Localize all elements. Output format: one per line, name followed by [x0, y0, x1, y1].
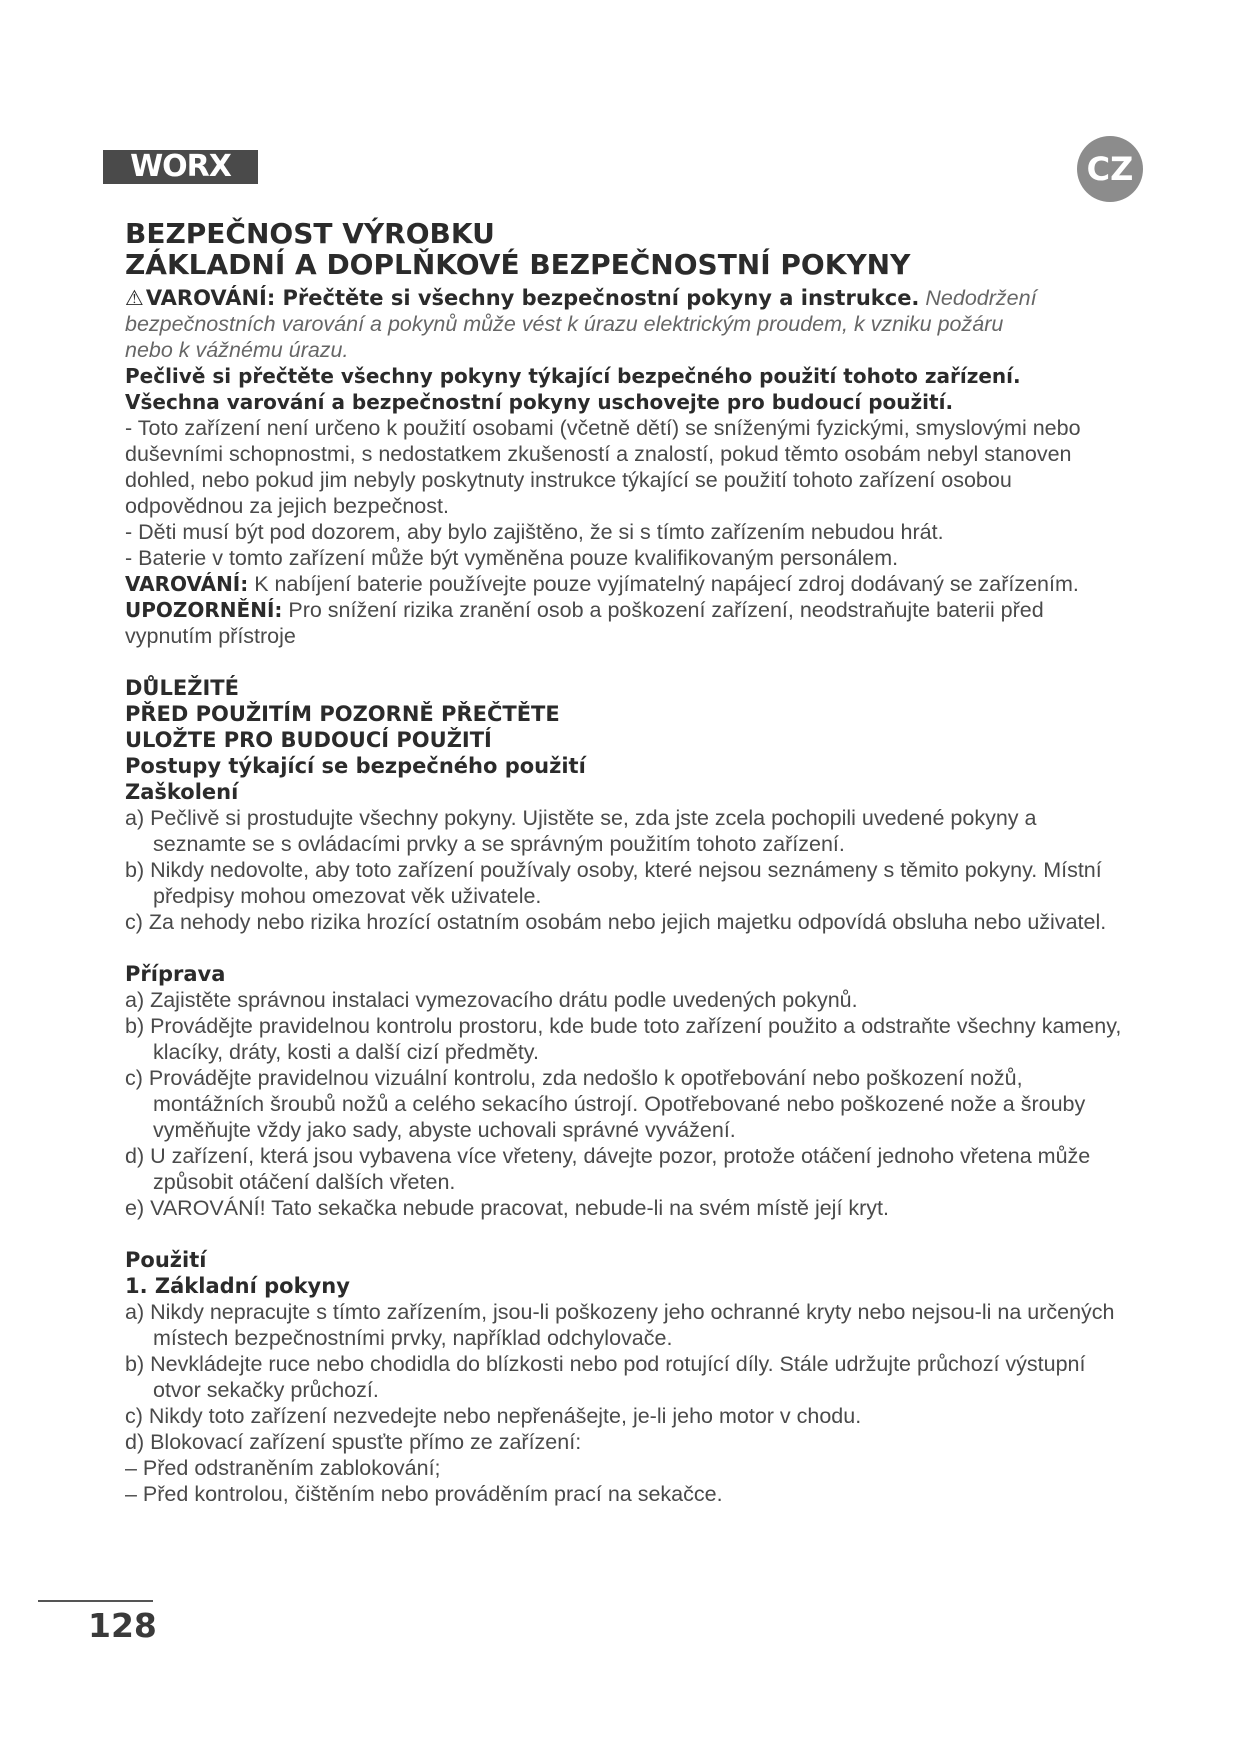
intro-item: - Toto zařízení není určeno k použití osobami (včetně dětí) se sníženými fyzickými, smyslovými nebo duševními schopnostmi, s nedostatkem zkušeností a znalostí, pokud těmto osobám nebyl stanoven dohled, nebo pokud jim nebyly poskytnuty instrukce týkající se použití tohoto zařízení osobou odpovědnou za jejich bezpečnost. — [125, 416, 1081, 518]
page-content — [125, 218, 1125, 1507]
warning-italic-2: bezpečnostních varování a pokynů může vést k úrazu elektrickým proudem, k vzniku požáru — [125, 312, 1004, 336]
warning-triangle-icon: ⚠ — [125, 286, 144, 310]
safe-use-procedures-heading: Postupy týkající se bezpečného použití — [125, 754, 586, 778]
preparation-item: b) Provádějte pravidelnou kontrolu prostoru, kde bude toto zařízení použito a odstraňte všechny kameny, klacíky, dráty, kosti a další cizí předměty. — [125, 1014, 1122, 1064]
intro-item: - Děti musí být pod dozorem, aby bylo zajištěno, že si s tímto zařízením nebudou hrát. — [125, 520, 944, 544]
upozorneni-paragraph — [125, 597, 1125, 649]
warning-lead-text: VAROVÁNÍ: Přečtěte si všechny bezpečnostní pokyny a instrukce. — [145, 286, 920, 310]
basic-instructions-heading: 1. Základní pokyny — [125, 1274, 350, 1298]
preparation-item: d) U zařízení, která jsou vybavena více vřeteny, dávejte pozor, protože otáčení jednoho vřetena může způsobit otáčení dalších vřeten. — [125, 1144, 1091, 1194]
warning-italic-1: Nedodržení — [925, 286, 1037, 310]
preparation-item: c) Provádějte pravidelnou vizuální kontrolu, zda nedošlo k opotřebování nebo poškození nožů, montážních šroubů nožů a celého sekacího ústrojí. Opotřebované nebo poškozené nože a šrouby vyměňujte vždy jako sady, abyste uchovali správné vyvážení. — [125, 1066, 1086, 1142]
keep-for-future-heading: ULOŽTE PRO BUDOUCÍ POUŽITÍ — [125, 728, 492, 752]
worx-logo: WORX — [103, 150, 258, 184]
training-item: b) Nikdy nedovolte, aby toto zařízení používaly osoby, které nejsou seznámeny s těmito pokyny. Místní předpisy mohou omezovat věk uživatele. — [125, 858, 1102, 908]
usage-dash-item: – Před odstraněním zablokování; — [125, 1456, 441, 1480]
warning-italic-3: nebo k vážnému úrazu. — [125, 338, 349, 362]
usage-heading: Použití — [125, 1248, 207, 1272]
preparation-item: a) Zajistěte správnou instalaci vymezovacího drátu podle uvedených pokynů. — [125, 988, 858, 1012]
varovani-paragraph — [125, 571, 1125, 597]
language-badge: CZ — [1077, 136, 1143, 202]
warning-lead — [125, 286, 919, 310]
usage-item: b) Nevkládejte ruce nebo chodidla do blízkosti nebo pod rotující díly. Stále udržujte průchozí výstupní otvor sekačky průchozí. — [125, 1352, 1086, 1402]
page-number: 128 — [88, 1606, 157, 1645]
footer-rule — [38, 1600, 153, 1602]
upozorneni-text: Pro snížení rizika zranění osob a poškození zařízení, neodstraňujte baterii před vypnutím přístroje — [125, 598, 1044, 648]
preparation-item: e) VAROVÁNÍ! Tato sekačka nebude pracovat, nebude-li na svém místě její kryt. — [125, 1196, 890, 1220]
usage-item: a) Nikdy nepracujte s tímto zařízením, jsou-li poškozeny jeho ochranné kryty nebo nejsou-li na určených místech bezpečnostními prvky, například odchylovače. — [125, 1300, 1115, 1350]
intro-item: - Baterie v tomto zařízení může být vyměněna pouze kvalifikovaným personálem. — [125, 546, 899, 570]
training-heading: Zaškolení — [125, 780, 239, 804]
training-item: a) Pečlivě si prostudujte všechny pokyny. Ujistěte se, zda jste zcela pochopili uvedené pokyny a seznamte se s ovládacími prvky a se správným použitím tohoto zařízení. — [125, 806, 1037, 856]
notice-line-2: Všechna varování a bezpečnostní pokyny uschovejte pro budoucí použití. — [125, 390, 954, 414]
varovani-text: K nabíjení baterie používejte pouze vyjímatelný napájecí zdroj dodávaný se zařízením. — [248, 572, 1079, 596]
title-line-1: BEZPEČNOST VÝROBKU — [125, 217, 495, 250]
usage-item: d) Blokovací zařízení spusťte přímo ze zařízení: — [125, 1430, 582, 1454]
warning-paragraph — [125, 285, 1125, 363]
upozorneni-label: UPOZORNĚNÍ: — [125, 598, 283, 622]
usage-dash-item: – Před kontrolou, čištěním nebo prováděním prací na sekačce. — [125, 1482, 723, 1506]
notice-line-1: Pečlivě si přečtěte všechny pokyny týkající bezpečného použití tohoto zařízení. — [125, 364, 1021, 388]
training-item: c) Za nehody nebo rizika hrozící ostatním osobám nebo jejich majetku odpovídá obsluha nebo uživatel. — [125, 910, 1107, 934]
title-line-2: ZÁKLADNÍ A DOPLŇKOVÉ BEZPEČNOSTNÍ POKYNY — [125, 248, 911, 281]
varovani-label: VAROVÁNÍ: — [125, 572, 249, 596]
read-before-use-heading: PŘED POUŽITÍM POZORNĚ PŘEČTĚTE — [125, 702, 560, 726]
usage-item: c) Nikdy toto zařízení nezvedejte nebo nepřenášejte, je-li jeho motor v chodu. — [125, 1404, 862, 1428]
preparation-heading: Příprava — [125, 962, 226, 986]
important-heading: DŮLEŽITÉ — [125, 676, 239, 700]
